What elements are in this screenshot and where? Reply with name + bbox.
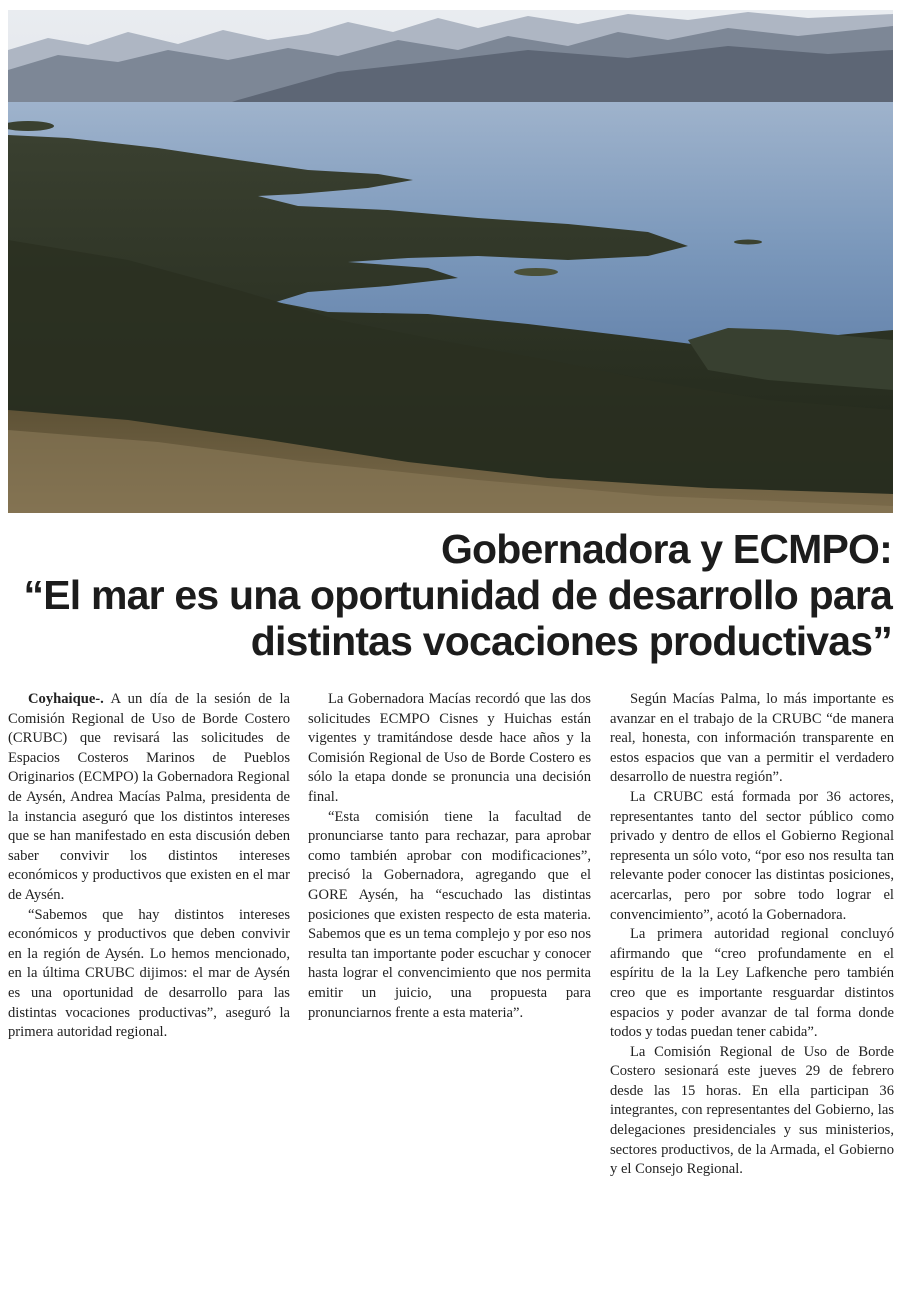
- article-paragraph: La Gobernadora Macías recordó que las dos solicitudes ECMPO Cisnes y Huichas están vigentes y tramitándose desde hace años y la Comisión Regional de Uso de Borde Costero es sólo la etapa donde se pronuncia una decisión final.: [308, 691, 591, 805]
- dateline: Coyhaique-.: [28, 691, 104, 707]
- landscape-photo: [8, 10, 893, 513]
- article-paragraph: Según Macías Palma, lo más importante es avanzar en el trabajo de la CRUBC “de manera real, honesta, con información transparente en estos espacios que van a permitir el verdadero desarrollo de nuestra región”.: [610, 691, 894, 786]
- article-paragraph: [8, 690, 290, 906]
- article-paragraph: “Sabemos que hay distintos intereses económicos y productivos que deben convivir en la región de Aysén. Lo hemos mencionado, en la última CRUBC dijimos: el mar de Aysén es una oportunidad de desarrollo para las distintas vocaciones productivas”, aseguró la primera autoridad regional.: [8, 906, 290, 1041]
- article-paragraph: “Esta comisión tiene la facultad de pronunciarse tanto para rechazar, para aprobar como también aprobar con modificaciones”, precisó la Gobernadora, agregando que el GORE Aysén, ha “escuchado las distintas posiciones que existen respecto de esta materia. Sabemos que es un tema complejo y por eso nos resulta tan importante poder escuchar y conocer hasta lograr el convencimiento que nos permita emitir un juicio, una propuesta para pronunciarnos frente a esta materia”.: [308, 808, 591, 1021]
- article-paragraph: La primera autoridad regional concluyó afirmando que “creo profundamente en el espíritu de la la Ley Lafkenche pero también creo que es importante resguardar distintos espacios y poder avanzar de tal forma donde todos y todas puedan tener cabida”.: [610, 926, 894, 1041]
- article-paragraph: La CRUBC está formada por 36 actores, representantes tanto del sector público como privado y dentro de ellos el Gobierno Regional representa un sólo voto, “por eso nos resulta tan relevante poder conocer las distintas posiciones, acercarlas, pero por sobre todo lograr el convencimiento”, acotó la Gobernadora.: [610, 788, 894, 923]
- headline-line-1: Gobernadora y ECMPO:: [440, 526, 892, 572]
- article-column-1: [8, 690, 290, 1043]
- headline-line-2: “El mar es una oportunidad de desarrollo para: [23, 572, 892, 618]
- lead-text: A un día de la sesión de la Comisión Regional de Uso de Borde Costero (CRUBC) que revisará las solicitudes de Espacios Costeros Marinos de Pueblos Originarios (ECMPO) la Gobernadora Regional de Aysén, Andrea Macías Palma, presidenta de la instancia aseguró que los distintos intereses que se han manifestado en esta discusión deben saber convivir los distintos intereses económicos y productivos que existen en el mar de Aysén.: [8, 691, 290, 903]
- article-column-2: [308, 690, 591, 1023]
- article-paragraph: La Comisión Regional de Uso de Borde Costero sesionará este jueves 29 de febrero desde las 15 horas. En ella participan 36 integrantes, con representantes del Gobierno, las delegaciones presidenciales y sus ministerios, sectores productivos, de la Armada, el Gobierno y el Consejo Regional.: [610, 1043, 894, 1178]
- headline-line-3: distintas vocaciones productivas”: [250, 618, 892, 664]
- headline: [10, 526, 892, 664]
- article-column-3: [610, 690, 894, 1180]
